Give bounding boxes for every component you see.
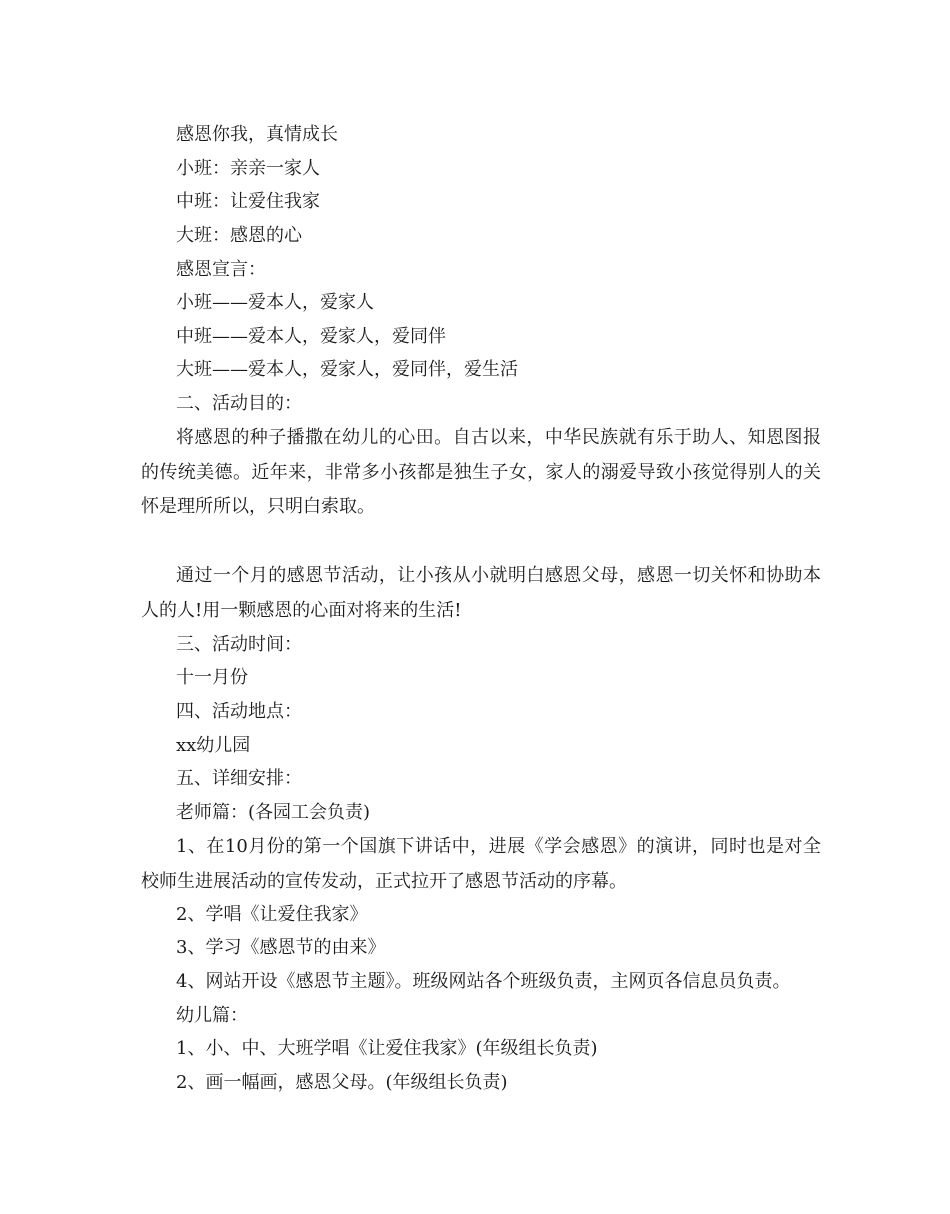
purpose-paragraph-2: 通过一个月的感恩节活动，让小孩从小就明白感恩父母，感恩一切关怀和协助本人的人!用一颗感恩的心面对将来的生活! (141, 565, 821, 621)
small-class-declaration: 小班——爱本人，爱家人 (176, 292, 374, 313)
teacher-item-4: 4、网站开设《感恩节主题》。班级网站各个班级负责，主网页各信息员负责。 (176, 971, 791, 992)
declaration-heading: 感恩宣言： (176, 259, 266, 280)
activity-location: xx幼儿园 (176, 735, 251, 756)
section-heading-time: 三、活动时间： (176, 634, 302, 655)
teacher-item-2: 2、学唱《让爱住我家》 (176, 904, 368, 925)
children-section-heading: 幼儿篇： (176, 1005, 248, 1026)
middle-class-declaration: 中班——爱本人，爱家人，爱同伴 (176, 326, 446, 347)
activity-time: 十一月份 (176, 667, 248, 688)
large-class-theme: 大班：感恩的心 (176, 225, 302, 246)
children-item-1: 1、小、中、大班学唱《让爱住我家》(年级组长负责) (176, 1038, 598, 1059)
teacher-section-heading: 老师篇：(各园工会负责) (176, 802, 371, 823)
teacher-item-1: 1、在10月份的第一个国旗下讲话中，进展《学会感恩》的演讲，同时也是对全校师生进展活动的宣传发动，正式拉开了感恩节活动的序幕。 (141, 836, 821, 892)
small-class-theme: 小班：亲亲一家人 (176, 158, 320, 179)
children-item-2: 2、画一幅画，感恩父母。(年级组长负责) (176, 1072, 508, 1093)
middle-class-theme: 中班：让爱住我家 (176, 191, 320, 212)
theme-line: 感恩你我，真情成长 (176, 124, 338, 145)
section-heading-arrangement: 五、详细安排： (176, 768, 302, 789)
purpose-paragraph-1: 将感恩的种子播撒在幼儿的心田。自古以来，中华民族就有乐于助人、知恩图报的传统美德。近年来，非常多小孩都是独生子女，家人的溺爱导致小孩觉得别人的关怀是理所所以，只明白索取。 (141, 427, 821, 517)
section-heading-location: 四、活动地点： (176, 701, 302, 722)
teacher-item-3: 3、学习《感恩节的由来》 (176, 937, 386, 958)
section-heading-purpose: 二、活动目的： (176, 393, 302, 414)
large-class-declaration: 大班——爱本人，爱家人，爱同伴，爱生活 (176, 359, 518, 380)
